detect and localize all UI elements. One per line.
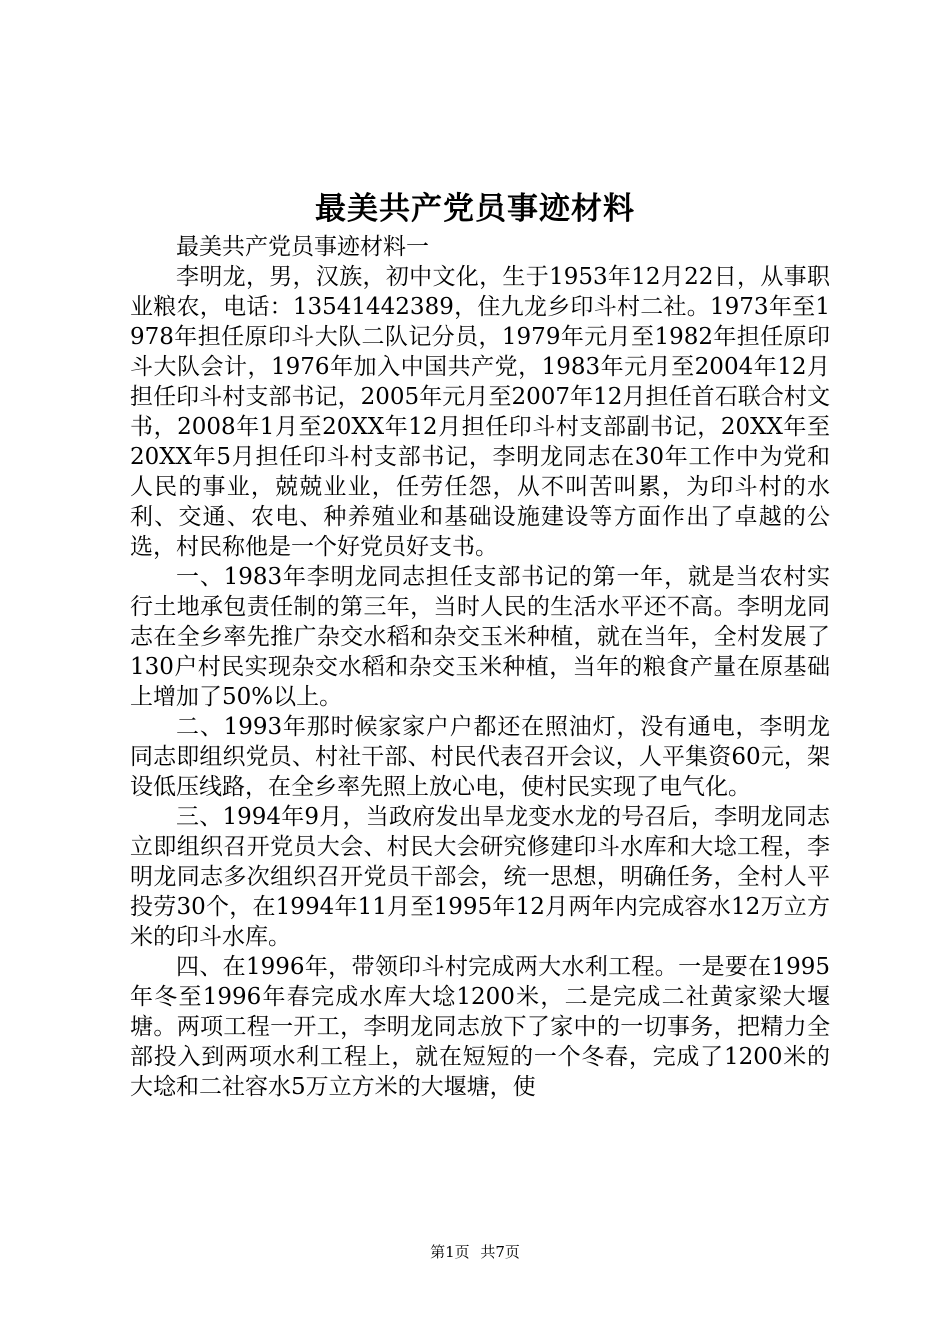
paragraph-item-2: 二、1993年那时候家家户户都还在照油灯，没有通电，李明龙同志即组织党员、村社干部、村民代表召开会议，人平集资60元，架设低压线路，在全乡率先照上放心电，使村民实现了电气化。 [130, 714, 830, 800]
page-total: 共7页 [480, 1243, 520, 1261]
paragraph-subtitle: 最美共产党员事迹材料一 [176, 234, 429, 260]
page-number: 第1页 [430, 1243, 470, 1261]
paragraph-biography: 李明龙，男，汉族，初中文化，生于1953年12月22日，从事职业粮农，电话：13541442389，住九龙乡印斗村二社。1973年至1978年担任原印斗大队二队记分员，1979年元月至1982年担任原印斗大队会计，1976年加入中国共产党，1983年元月至2004年12月担任印斗村支部书记，2005年元月至2007年12月担任首石联合村文书，2008年1月至20XX年12月担任印斗村支部副书记，20XX年至20XX年5月担任印斗村支部书记，李明龙同志在30年工作中为党和人民的事业，兢兢业业，任劳任怨，从不叫苦叫累，为印斗村的水利、交通、农电、种养殖业和基础设施建设等方面作出了卓越的公选，村民称他是一个好党员好支书。 [130, 264, 830, 560]
page-footer [0, 1242, 950, 1262]
document-title: 最美共产党员事迹材料 [315, 191, 635, 227]
paragraph-item-3: 三、1994年9月，当政府发出旱龙变水龙的号召后，李明龙同志立即组织召开党员大会、村民大会研究修建印斗水库和大埝工程，李明龙同志多次组织召开党员干部会，统一思想，明确任务，全村人平投劳30个，在1994年11月至1995年12月两年内完成容水12万立方米的印斗水库。 [130, 804, 830, 950]
paragraph-item-4: 四、在1996年，带领印斗村完成两大水利工程。一是要在1995年冬至1996年春完成水库大埝1200米，二是完成二社黄家梁大堰塘。两项工程一开工，李明龙同志放下了家中的一切事务，把精力全部投入到两项水利工程上，就在短短的一个冬春，完成了1200米的大埝和二社容水5万立方米的大堰塘，使 [130, 954, 830, 1100]
paragraph-item-1: 一、1983年李明龙同志担任支部书记的第一年，就是当农村实行土地承包责任制的第三年，当时人民的生活水平还不高。李明龙同志在全乡率先推广杂交水稻和杂交玉米种植，就在当年，全村发展了130户村民实现杂交水稻和杂交玉米种植，当年的粮食产量在原基础上增加了50%以上。 [130, 564, 830, 710]
document-body [130, 232, 830, 1102]
